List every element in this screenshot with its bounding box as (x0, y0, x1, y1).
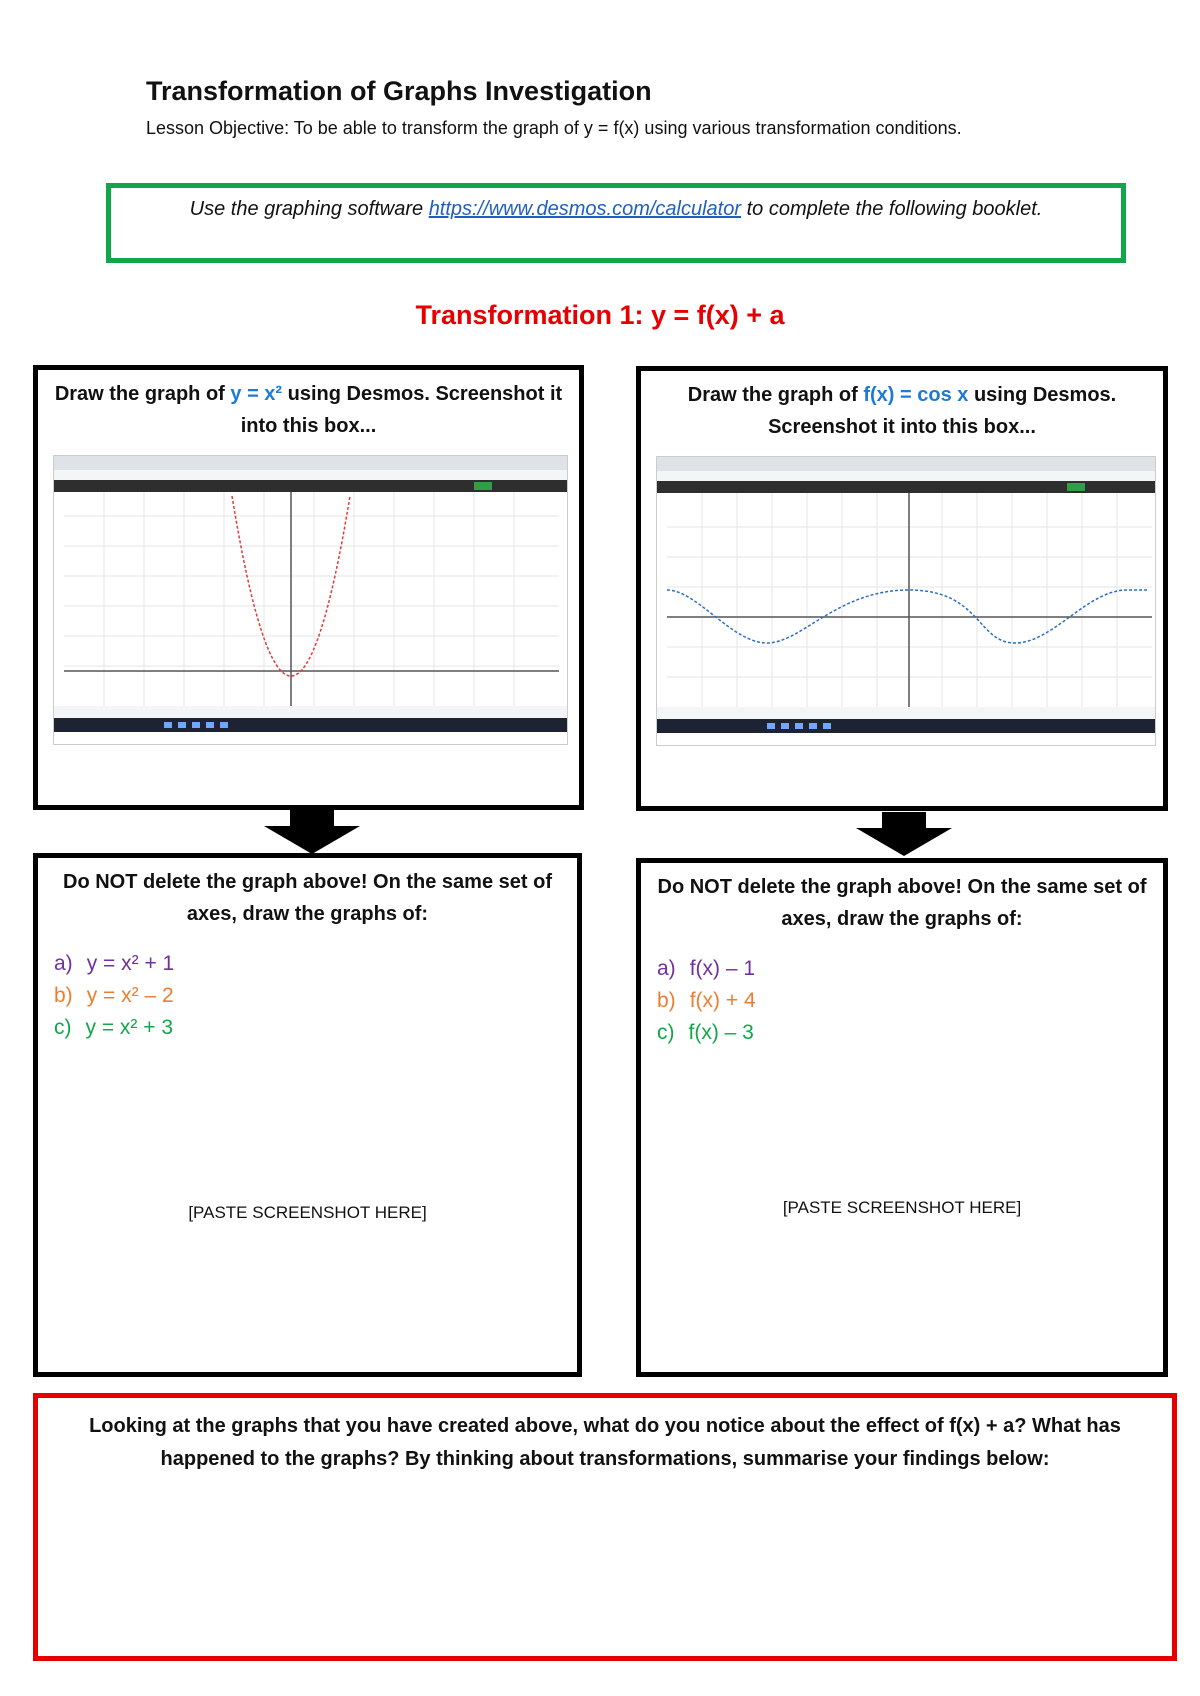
instruction-box (106, 183, 1126, 263)
parabola-screenshot-graphic (54, 456, 568, 745)
summary-question: Looking at the graphs that you have created above, what do you notice about the effect of f(x) + a? What has happened to the graphs? By thinking about transformations, summarise your findings below: (89, 1415, 1121, 1470)
item-expression: f(x) + 4 (689, 989, 756, 1012)
panel-text-a: Draw the graph of (54, 383, 231, 405)
cosine-screenshot-graphic (657, 457, 1156, 746)
panel-cosine-transformations (636, 858, 1168, 1377)
list-item (54, 980, 577, 1012)
summary-box (33, 1393, 1177, 1661)
item-letter: b) (657, 989, 676, 1012)
paste-screenshot-placeholder: [PASTE SCREENSHOT HERE] (782, 1198, 1022, 1217)
instruction-prefix: Use the graphing software (189, 198, 429, 220)
desmos-link[interactable]: https://www.desmos.com/calculator (428, 198, 742, 220)
panel-instruction: Do NOT delete the graph above! On the same set of axes, draw the graphs of: (657, 876, 1147, 930)
desmos-screenshot-parabola (53, 455, 568, 745)
item-expression: y = x² + 1 (86, 952, 175, 975)
function-highlight: y = x² (230, 383, 283, 405)
transformation-list (38, 930, 577, 1044)
list-item (657, 985, 1163, 1017)
item-letter: c) (54, 1016, 72, 1039)
panel-draw-cosine (636, 366, 1168, 811)
page-title: Transformation of Graphs Investigation (146, 76, 652, 106)
list-item (54, 948, 577, 980)
item-letter: b) (54, 984, 73, 1007)
function-highlight: f(x) = cos x (863, 384, 969, 406)
item-expression: f(x) – 3 (688, 1021, 754, 1044)
list-item (657, 953, 1163, 985)
panel-parabola-transformations (33, 853, 582, 1377)
item-letter: a) (657, 957, 676, 980)
list-item (54, 1012, 577, 1044)
list-item (657, 1017, 1163, 1049)
desmos-screenshot-cosine (656, 456, 1156, 746)
transformation-list (641, 935, 1163, 1049)
item-expression: y = x² + 3 (85, 1016, 174, 1039)
panel-text-b: using Desmos. Screenshot it into this box... (768, 384, 1117, 438)
paste-screenshot-placeholder: [PASTE SCREENSHOT HERE] (188, 1203, 427, 1222)
instruction-suffix: to complete the following booklet. (741, 198, 1043, 220)
item-letter: c) (657, 1021, 675, 1044)
item-expression: y = x² – 2 (86, 984, 174, 1007)
panel-instruction (38, 370, 579, 442)
item-letter: a) (54, 952, 73, 975)
item-expression: f(x) – 1 (689, 957, 756, 980)
panel-text-b: using Desmos. Screenshot it into this box... (240, 383, 563, 437)
down-arrow-icon (264, 810, 360, 854)
panel-text-a: Draw the graph of (687, 384, 864, 406)
panel-instruction (641, 371, 1163, 443)
panel-instruction: Do NOT delete the graph above! On the same set of axes, draw the graphs of: (63, 871, 552, 925)
transformation-heading: Transformation 1: y = f(x) + a (415, 300, 785, 330)
lesson-objective: Lesson Objective: To be able to transform the graph of y = f(x) using various transformation conditions. (146, 118, 962, 138)
panel-draw-parabola (33, 365, 584, 810)
down-arrow-icon (856, 812, 952, 856)
